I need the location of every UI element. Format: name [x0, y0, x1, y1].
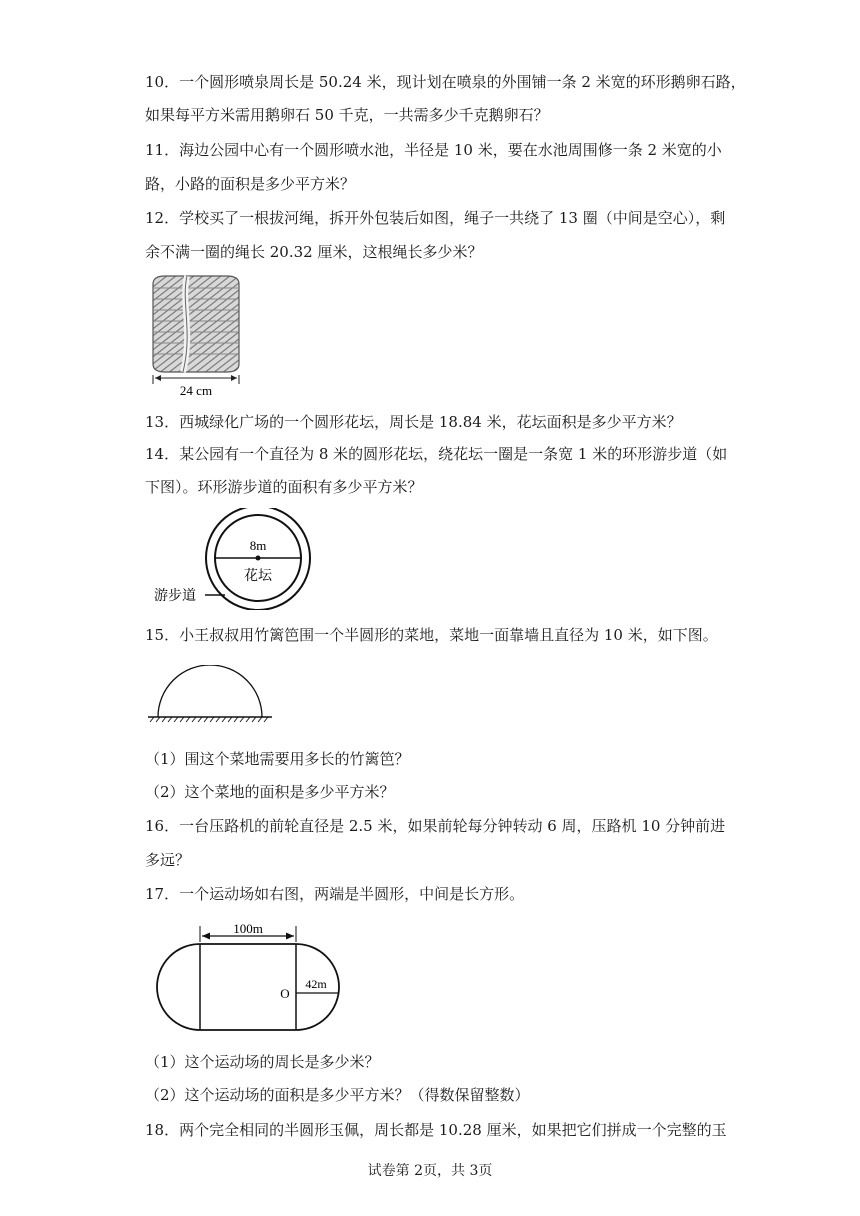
- center-dot-icon: [256, 556, 261, 561]
- q17-sub-2: （2）这个运动场的面积是多少平方米？（得数保留整数）: [145, 1086, 530, 1104]
- q15-sub-2: （2）这个菜地的面积是多少平方米？: [145, 783, 395, 801]
- q12-line-1: 12．学校买了一根拔河绳，拆开外包装后如图，绳子一共绕了 13 圈（中间是空心），剩: [145, 209, 726, 227]
- q15-sub-1: （1）围这个菜地需要用多长的竹篱笆？: [145, 750, 410, 768]
- walking-path-label: 游步道: [154, 588, 196, 604]
- rope-coil-icon: [153, 276, 239, 372]
- q13-line-1: 13．西城绿化广场的一个圆形花坛，周长是 18.84 米，花坛面积是多少平方米？: [145, 413, 682, 431]
- radius-label: 42m: [305, 977, 327, 991]
- semicircle-garden-figure: [148, 665, 274, 723]
- q17-line-1: 17．一个运动场如右图，两端是半圆形，中间是长方形。: [145, 885, 525, 903]
- q18-line-1: 18．两个完全相同的半圆形玉佩，周长都是 10.28 厘米，如果把它们拼成一个完整的玉: [145, 1121, 727, 1139]
- garden-path-figure: [150, 508, 330, 610]
- q10-line-1: 10．一个圆形喷泉周长是 50.24 米，现计划在喷泉的外围铺一条 2 米宽的环形鹅卵石路，: [145, 73, 746, 91]
- q16-line-2: 多远？: [145, 851, 191, 869]
- semicircle-icon: [158, 665, 262, 717]
- length-label: 100m: [233, 921, 263, 936]
- q12-line-2: 余不满一圈的绳长 20.32 厘米，这根绳长多少米？: [145, 243, 483, 261]
- q11-line-2: 路，小路的面积是多少平方米？: [145, 175, 356, 193]
- q11-line-1: 11．海边公园中心有一个圆形喷水池，半径是 10 米，要在水池周围修一条 2 米宽的小: [145, 141, 722, 159]
- q16-line-1: 16．一台压路机的前轮直径是 2.5 米，如果前轮每分钟转动 6 周，压路机 10 分钟前进: [145, 817, 726, 835]
- flower-bed-label: 花坛: [244, 568, 272, 584]
- rope-coil-figure: [145, 272, 245, 400]
- q10-line-2: 如果每平方米需用鹅卵石 50 千克，一共需多少千克鹅卵石？: [145, 106, 549, 124]
- rope-width-label: 24 cm: [179, 383, 213, 398]
- stadium-figure: [150, 918, 350, 1036]
- q17-sub-1: （1）这个运动场的周长是多少米？: [145, 1053, 380, 1071]
- page-footer: 试卷第 2页，共 3页: [367, 1163, 493, 1179]
- center-label: O: [280, 986, 290, 1001]
- q14-line-2: 下图）。环形游步道的面积有多少平方米？: [145, 478, 423, 496]
- diameter-label: 8m: [249, 538, 267, 553]
- q15-line-1: 15．小王叔叔用竹篱笆围一个半圆形的菜地，菜地一面靠墙且直径为 10 米，如下图。: [145, 626, 718, 644]
- q14-line-1: 14．某公园有一个直径为 8 米的圆形花坛，绕花坛一圈是一条宽 1 米的环形游步道（如: [145, 445, 728, 463]
